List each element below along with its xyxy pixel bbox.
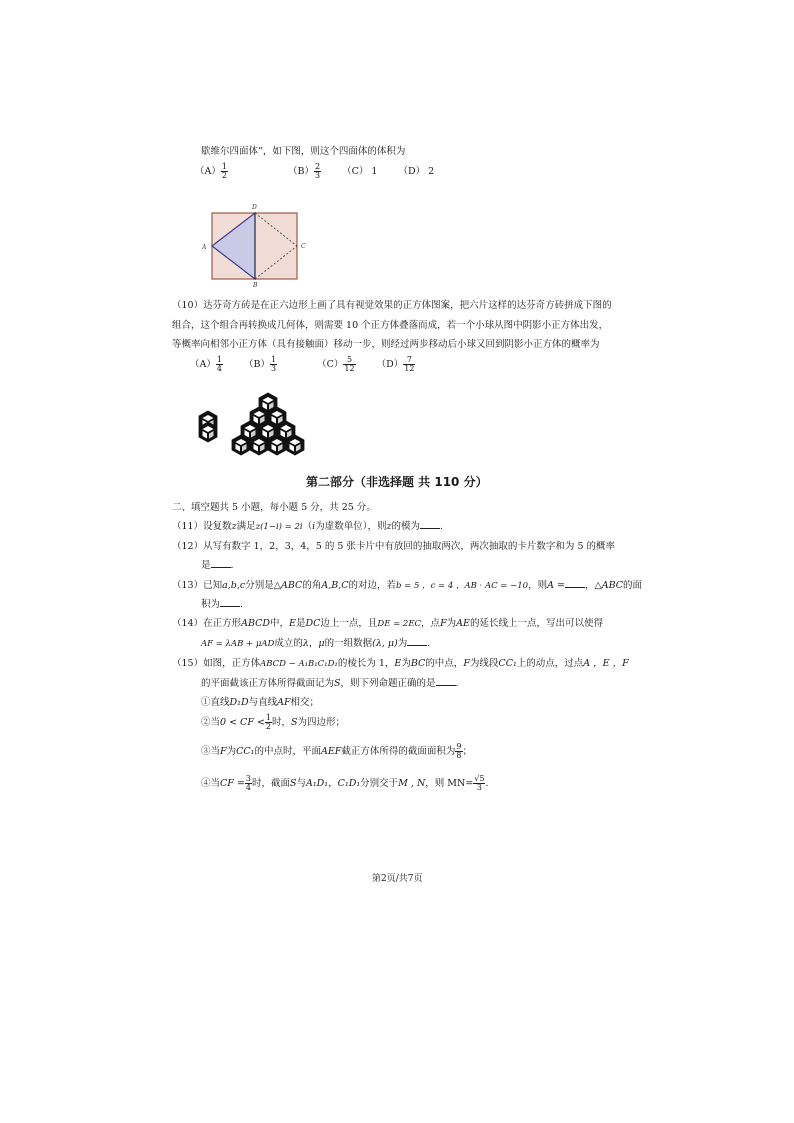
q9-option-a: （A） $\frac{1}{2}$ <box>195 162 227 180</box>
q10-davinci-tiles-figure <box>196 392 311 464</box>
q13-line-1: （13）已知a,b,c分别是△ABC的角A,B,C的对边，若b = 5 ，c = 4 ，AB · AC = −10，则A = ，△ABC的面 <box>172 580 643 591</box>
q9-option-d: （D） 2 <box>398 166 435 177</box>
q14-line-2: AF = λAB + μAD成立的λ，μ的一组数据(λ, μ)为 . <box>201 638 431 649</box>
q9-label-c: C <box>301 243 306 250</box>
q13-answer-blank-area <box>220 598 240 607</box>
q9-option-b: （B） $\frac{2}{3}$ <box>288 162 321 180</box>
q10-line-1: （10）达芬奇方砖是在正六边形上画了具有视觉效果的正方体图案，把六片这样的达芬奇方砖拼成下图的 <box>172 300 612 311</box>
q11-answer-blank <box>420 520 440 529</box>
q10-line-3: 等概率向相邻小正方体（具有接触面）移动一步，则经过两步移动后小球又回到阴影小正方体的概率为 <box>172 339 600 350</box>
q10-option-c: （C） $\frac{5}{12}$ <box>317 355 355 373</box>
q15-line-1: （15）如图，正方体ABCD − A₁B₁C₁D₁的棱长为 1，E为BC的中点，F为线段CC₁上的动点，过点A ，E ，F <box>172 658 629 669</box>
section2-instructions: 二、填空题共 5 小题，每小题 5 分，共 25 分。 <box>172 502 376 513</box>
q15-answer-blank <box>436 677 456 686</box>
q9-options <box>195 163 452 180</box>
q15-line-2: 的平面截该正方体所得截面记为S，则下列命题正确的是 . <box>201 678 459 689</box>
q9-label-a: A <box>202 244 207 251</box>
q13-answer-blank-a <box>565 579 585 588</box>
q10-line-2: 组合，这个组合再转换成几何体，则需要 10 个正方体叠落而成，若一个小球从图中阴影小正方体出发， <box>172 320 609 331</box>
q9-continuation: 歇维尔四面体”，如下图，则这个四面体的体积为 <box>201 146 406 157</box>
q10-option-a: （A） $\frac{1}{4}$ <box>190 355 222 373</box>
q15-proposition-4: ④当CF = $\frac{3}{4}$ 时，截面S与A₁D₁，C₁D₁分别交于M , N，则 MN= $\frac{√5}{3}$ . <box>201 774 489 792</box>
q12-answer-blank <box>211 559 231 568</box>
page-footer: 第2页/共7页 <box>372 874 423 884</box>
q9-label-d: D <box>252 204 257 211</box>
q10-option-b: （B） $\frac{1}{3}$ <box>244 355 277 373</box>
q12-line-2: 是 . <box>201 560 234 571</box>
q14-answer-blank <box>407 637 427 646</box>
q12-line-1: （12）从写有数字 1，2，3，4，5 的 5 张卡片中有放回的抽取两次，两次抽取的卡片数字和为 5 的概率 <box>172 541 616 552</box>
q13-line-2: 积为 . <box>201 599 244 610</box>
q15-proposition-3: ③当F为CC₁的中点时，平面AEF截正方体所得的截面面积为 $\frac{9}{8}$ ； <box>201 742 473 760</box>
q15-proposition-2: ②当0 < CF < $\frac{1}{2}$ 时，S为四边形； <box>201 713 346 731</box>
q14-line-1: （14）在正方形ABCD中，E是DC边上一点，且DE = 2EC，点F为AE的延长线上一点，写出可以使得 <box>172 618 603 629</box>
q15-proposition-1: ①直线D₁D与直线AF相交； <box>201 697 320 708</box>
q11: （11）设复数z满足z(1−i) = 2i（i为虚数单位），则z的模为 . <box>172 521 444 532</box>
q10-options <box>190 356 433 373</box>
q10-option-d: （D） $\frac{7}{12}$ <box>376 355 415 373</box>
part2-title: 第二部分（非选择题 共 110 分） <box>306 475 488 489</box>
q9-tetrahedron-figure <box>198 202 310 288</box>
q9-option-c: （C） 1 <box>342 166 378 177</box>
q9-label-b: B <box>253 282 258 288</box>
